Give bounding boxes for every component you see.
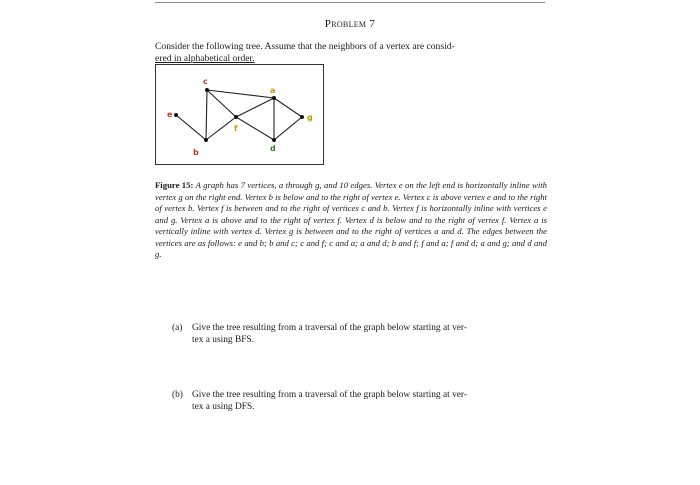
question-b-line-1: Give the tree resulting from a traversal of the graph below starting at ver-	[192, 390, 467, 400]
top-rule	[155, 2, 545, 3]
question-a-label: (a)	[172, 323, 183, 333]
edge-a-g	[274, 98, 302, 117]
vertex-a	[272, 96, 276, 100]
label-g: g	[307, 113, 313, 122]
vertex-f	[234, 115, 238, 119]
question-a-line-2: tex a using BFS.	[192, 335, 254, 345]
question-b	[172, 389, 548, 413]
problem-intro	[155, 41, 547, 65]
label-d: d	[270, 144, 276, 153]
graph-figure	[155, 64, 324, 165]
label-b: b	[193, 148, 199, 157]
edge-f-a	[236, 98, 274, 117]
vertex-e	[174, 113, 178, 117]
intro-line-1: Consider the following tree. Assume that the neighbors of a vertex are consid-	[155, 41, 455, 52]
graph-svg	[156, 65, 323, 164]
label-f: f	[234, 124, 238, 133]
vertex-d	[272, 138, 276, 142]
problem-title: Problem 7	[324, 18, 376, 30]
question-a	[172, 322, 548, 346]
label-a: a	[270, 86, 276, 95]
caption-label: Figure 15:	[155, 180, 194, 190]
question-b-line-2: tex a using DFS.	[192, 402, 255, 412]
edge-c-f	[207, 90, 236, 117]
vertex-c	[205, 88, 209, 92]
figure-caption	[155, 180, 547, 261]
caption-text: A graph has 7 vertices, a through g, and 10 edges. Vertex e on the left end is horizontally inline with vertex g on the right end. Vertex b is below and to the right of vertex e. Vertex c is above vertex e and to the right of vertex b. Vertex f is between and to the right of vertices c and b. Vertex f is horizontally inline with vertices e and g. Vertex a is above and to the right of vertex f. Vertex d is below and to the right of vertex f. Vertex a is vertically inline with vertex d. Vertex g is between and to the right of vertices a and d. The edges between the vertices are as follows: e and b; b and c; c and f; c and a; a and d; b and f; f and a; f and d; a and g; and d and g.	[155, 180, 547, 259]
label-c: c	[203, 77, 208, 86]
intro-line-2: ered in alphabetical order.	[155, 53, 255, 64]
question-b-label: (b)	[172, 390, 183, 400]
label-e: e	[167, 110, 173, 119]
vertex-g	[300, 115, 304, 119]
edge-b-f	[206, 117, 236, 140]
edge-c-a	[207, 90, 274, 98]
edge-f-d	[236, 117, 274, 140]
edge-d-g	[274, 117, 302, 140]
edge-e-b	[176, 115, 206, 140]
question-a-line-1: Give the tree resulting from a traversal of the graph below starting at ver-	[192, 323, 467, 333]
vertex-b	[204, 138, 208, 142]
edge-b-c	[206, 90, 207, 140]
